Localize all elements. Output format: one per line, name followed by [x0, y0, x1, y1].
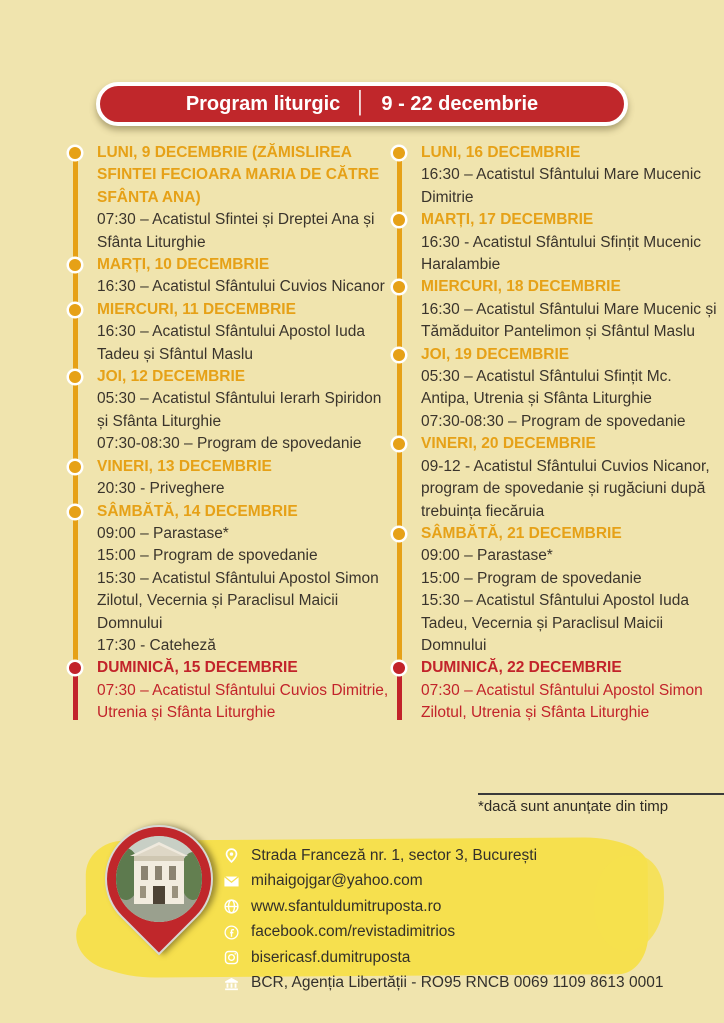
- timeline-line-red: [73, 668, 78, 720]
- title-banner: [96, 82, 628, 126]
- event-line: 09:00 – Parastase*: [421, 547, 553, 565]
- event-line: 17:30 - Cateheză: [97, 636, 216, 654]
- day-date-heading: DUMINICĂ, 22 DECEMBRIE: [421, 659, 622, 677]
- event-line: 07:30 – Acatistul Sfântului Cuvios Dimitrie, Utrenia și Sfânta Liturghie: [97, 681, 389, 722]
- contact-row: [222, 971, 663, 997]
- timeline-bullet-icon: [69, 371, 81, 383]
- event-line: 15:00 – Program de spovedanie: [421, 569, 642, 587]
- timeline-line-orange: [73, 153, 78, 668]
- timeline-line-red: [397, 668, 402, 720]
- schedule-day: [393, 523, 717, 657]
- event-line: 15:00 – Program de spovedanie: [97, 547, 318, 565]
- schedule-day: [393, 209, 717, 276]
- event-line: 15:30 – Acatistul Sfântului Apostol Iuda Tadeu, Vecernia și Paraclisul Maicii Domnului: [421, 592, 689, 654]
- schedule-column-right: [393, 142, 717, 725]
- day-date-heading: VINERI, 20 DECEMBRIE: [421, 435, 596, 453]
- event-line: 09:00 – Parastase*: [97, 524, 229, 542]
- schedule-day: [393, 276, 717, 343]
- timeline-bullet-icon: [69, 259, 81, 271]
- banner-date-range: 9 - 22 decembrie: [381, 92, 539, 115]
- timeline-bullet-icon: [69, 304, 81, 316]
- event-line: 16:30 – Acatistul Sfântului Mare Mucenic și Tămăduitor Pantelimon și Sfântul Maslu: [421, 300, 717, 341]
- contact-row: [222, 945, 663, 971]
- timeline-bullet-icon: [393, 349, 405, 361]
- event-line: 05:30 – Acatistul Sfântului Ierarh Spiridon și Sfânta Liturghie: [97, 390, 382, 430]
- timeline-line-orange: [397, 153, 402, 668]
- bank-icon: [222, 974, 240, 992]
- banner-divider: │: [354, 91, 368, 114]
- day-date-heading: MIERCURI, 18 DECEMBRIE: [421, 278, 621, 296]
- timeline-bullet-icon: [393, 438, 405, 450]
- day-date-heading: MIERCURI, 11 DECEMBRIE: [97, 300, 296, 318]
- event-line: 07:30-08:30 – Program de spovedanie: [97, 435, 362, 453]
- timeline-bullet-icon: [393, 281, 405, 293]
- day-date-heading: VINERI, 13 DECEMBRIE: [97, 457, 272, 475]
- contact-text: BCR, Agenția Libertății - RO95 RNCB 0069 1109 8613 0001: [251, 974, 664, 992]
- banner-title: Program liturgic: [185, 92, 341, 115]
- event-line: 07:30 – Acatistul Sfântului Apostol Simon Zilotul, Utrenia și Sfânta Liturghie: [421, 681, 703, 722]
- footnote: [478, 793, 724, 815]
- contact-row: [222, 869, 663, 895]
- timeline-bullet-icon: [69, 506, 81, 518]
- email-icon: [222, 872, 240, 890]
- day-date-heading: DUMINICĂ, 15 DECEMBRIE: [97, 659, 298, 677]
- day-date-heading: SÂMBĂTĂ, 21 DECEMBRIE: [421, 524, 622, 542]
- contact-text: Strada Franceză nr. 1, sector 3, București: [251, 846, 538, 864]
- event-line: 09-12 - Acatistul Sfântului Cuvios Nicanor, program de spovedanie și rugăciuni după trebuința fiecăruia: [421, 457, 710, 520]
- event-line: 16:30 – Acatistul Sfântului Mare Mucenic Dimitrie: [421, 166, 702, 206]
- contact-row: [222, 843, 663, 869]
- event-line: 16:30 – Acatistul Sfântului Cuvios Nicanor: [97, 278, 385, 296]
- church-photo: [116, 836, 202, 922]
- location-pin-badge: [101, 821, 219, 979]
- event-line: 07:30-08:30 – Program de spovedanie: [421, 412, 686, 430]
- map-pin-icon: [83, 803, 236, 956]
- event-line: 16:30 – Acatistul Sfântului Apostol Iuda Tadeu și Sfântul Maslu: [97, 323, 365, 363]
- day-date-heading: SÂMBĂTĂ, 14 DECEMBRIE: [97, 502, 298, 520]
- schedule-columns: [69, 142, 717, 725]
- contact-text: bisericasf.dumitruposta: [251, 948, 411, 966]
- day-date-heading: MARȚI, 10 DECEMBRIE: [97, 256, 270, 274]
- schedule-day: [69, 142, 393, 254]
- event-line: 05:30 – Acatistul Sfântului Sfințit Mc. Antipa, Utrenia și Sfânta Liturghie: [421, 368, 672, 408]
- event-line: 07:30 – Acatistul Sfintei și Dreptei Ana și Sfânta Liturghie: [97, 211, 375, 251]
- day-date-heading: JOI, 12 DECEMBRIE: [97, 368, 246, 386]
- contact-list: [222, 843, 663, 996]
- day-date-heading: MARȚI, 17 DECEMBRIE: [421, 211, 594, 229]
- schedule-day: [69, 456, 393, 501]
- schedule-day: [69, 501, 393, 658]
- timeline-bullet-icon: [69, 662, 81, 674]
- schedule-day: [393, 142, 717, 209]
- schedule-column-left: [69, 142, 393, 725]
- schedule-day: [69, 299, 393, 366]
- location-pin-icon: [222, 847, 240, 865]
- contact-text: www.sfantuldumitruposta.ro: [251, 897, 442, 915]
- schedule-day: [69, 366, 393, 456]
- schedule-day: [69, 657, 393, 724]
- event-line: 16:30 - Acatistul Sfântului Sfințit Mucenic Haralambie: [421, 233, 702, 274]
- timeline-bullet-icon: [69, 147, 81, 159]
- event-line: 20:30 - Priveghere: [97, 480, 225, 498]
- day-date-heading: LUNI, 16 DECEMBRIE: [421, 144, 581, 161]
- footnote-text: *dacă sunt anunțate din timp: [478, 798, 669, 815]
- contact-text: facebook.com/revistadimitrios: [251, 923, 456, 941]
- timeline-bullet-icon: [393, 214, 405, 226]
- contact-row: [222, 894, 663, 920]
- day-date-heading: LUNI, 9 DECEMBRIE (ZĂMISLIREA SFINTEI FECIOARA MARIA DE CĂTRE SFÂNTA ANA): [97, 144, 380, 206]
- schedule-day: [69, 254, 393, 299]
- globe-icon: [222, 898, 240, 916]
- facebook-icon: [222, 923, 240, 941]
- day-date-heading: JOI, 19 DECEMBRIE: [421, 345, 570, 363]
- instagram-icon: [222, 949, 240, 967]
- timeline-bullet-icon: [69, 461, 81, 473]
- contact-text: mihaigojgar@yahoo.com: [251, 872, 423, 890]
- timeline-bullet-icon: [393, 147, 405, 159]
- schedule-day: [393, 433, 717, 523]
- schedule-day: [393, 344, 717, 434]
- timeline-bullet-icon: [393, 528, 405, 540]
- timeline-bullet-icon: [393, 662, 405, 674]
- contact-row: [222, 920, 663, 946]
- event-line: 15:30 – Acatistul Sfântului Apostol Simon Zilotul, Vecernia și Paraclisul Maicii Domnului: [97, 569, 379, 632]
- schedule-day: [393, 657, 717, 724]
